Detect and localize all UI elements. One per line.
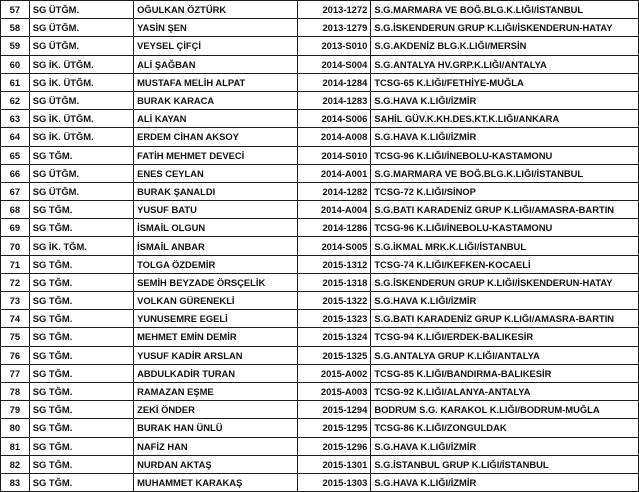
- table-row: [1, 128, 639, 146]
- table-row: [1, 73, 639, 91]
- row-number-cell: 71: [1, 255, 30, 273]
- name-cell: İSMAİL ANBAR: [134, 237, 298, 255]
- name-cell: TOLGA ÖZDEMİR: [134, 255, 298, 273]
- unit-cell: TCSG-94 K.LIĞI/ERDEK-BALIKESİR: [371, 328, 639, 346]
- sicil-code-cell: 2013-1279: [297, 19, 371, 37]
- rank-cell: SG TĞM.: [29, 455, 133, 473]
- table-row: [1, 19, 639, 37]
- rank-cell: SG İK. ÜTĞM.: [29, 128, 133, 146]
- table-row: [1, 419, 639, 437]
- name-cell: ENES CEYLAN: [134, 164, 298, 182]
- rank-cell: SG TĞM.: [29, 273, 133, 291]
- row-number-cell: 67: [1, 182, 30, 200]
- table-row: [1, 382, 639, 400]
- sicil-code-cell: 2014-1282: [297, 182, 371, 200]
- name-cell: RAMAZAN EŞME: [134, 382, 298, 400]
- unit-cell: S.G.MARMARA VE BOĞ.BLG.K.LIĞI/İSTANBUL: [371, 1, 639, 19]
- name-cell: ALİ KAYAN: [134, 110, 298, 128]
- rank-cell: SG ÜTĞM.: [29, 182, 133, 200]
- unit-cell: S.G.İSKENDERUN GRUP K.LIĞI/İSKENDERUN-HATAY: [371, 19, 639, 37]
- name-cell: ERDEM CİHAN AKSOY: [134, 128, 298, 146]
- unit-cell: TCSG-72 K.LIĞI/SİNOP: [371, 182, 639, 200]
- sicil-code-cell: 2014-A008: [297, 128, 371, 146]
- row-number-cell: 79: [1, 401, 30, 419]
- sicil-code-cell: 2015-A003: [297, 382, 371, 400]
- row-number-cell: 76: [1, 346, 30, 364]
- table-row: [1, 219, 639, 237]
- unit-cell: TCSG-85 K.LIĞI/BANDIRMA-BALIKESİR: [371, 364, 639, 382]
- row-number-cell: 74: [1, 310, 30, 328]
- name-cell: NURDAN AKTAŞ: [134, 455, 298, 473]
- sicil-code-cell: 2014-1283: [297, 91, 371, 109]
- row-number-cell: 75: [1, 328, 30, 346]
- unit-cell: SAHİL GÜV.K.KH.DES.KT.K.LIĞI/ANKARA: [371, 110, 639, 128]
- row-number-cell: 58: [1, 19, 30, 37]
- table-row: [1, 110, 639, 128]
- row-number-cell: 68: [1, 201, 30, 219]
- table-row: [1, 1, 639, 19]
- name-cell: ALİ ŞAĞBAN: [134, 55, 298, 73]
- table-row: [1, 91, 639, 109]
- unit-cell: TCSG-65 K.LIĞI/FETHİYE-MUĞLA: [371, 73, 639, 91]
- row-number-cell: 61: [1, 73, 30, 91]
- rank-cell: SG TĞM.: [29, 255, 133, 273]
- rank-cell: SG TĞM.: [29, 219, 133, 237]
- table-row: [1, 255, 639, 273]
- table-row: [1, 346, 639, 364]
- row-number-cell: 69: [1, 219, 30, 237]
- name-cell: YUNUSEMRE EGELİ: [134, 310, 298, 328]
- sicil-code-cell: 2015-1295: [297, 419, 371, 437]
- unit-cell: S.G.AKDENİZ BLG.K.LIĞI/MERSİN: [371, 37, 639, 55]
- name-cell: ABDULKADİR TURAN: [134, 364, 298, 382]
- name-cell: VOLKAN GÜRENEKLİ: [134, 292, 298, 310]
- table-row: [1, 401, 639, 419]
- row-number-cell: 64: [1, 128, 30, 146]
- rank-cell: SG TĞM.: [29, 346, 133, 364]
- unit-cell: S.G.HAVA K.LIĞI/İZMİR: [371, 473, 639, 491]
- rank-cell: SG İK. ÜTĞM.: [29, 110, 133, 128]
- row-number-cell: 59: [1, 37, 30, 55]
- row-number-cell: 63: [1, 110, 30, 128]
- rank-cell: SG TĞM.: [29, 292, 133, 310]
- sicil-code-cell: 2015-1303: [297, 473, 371, 491]
- name-cell: YUSUF KADİR ARSLAN: [134, 346, 298, 364]
- unit-cell: TCSG-92 K.LIĞI/ALANYA-ANTALYA: [371, 382, 639, 400]
- sicil-code-cell: 2013-S010: [297, 37, 371, 55]
- row-number-cell: 70: [1, 237, 30, 255]
- table-row: [1, 364, 639, 382]
- name-cell: MUHAMMET KARAKAŞ: [134, 473, 298, 491]
- assignment-table-body: [1, 1, 639, 492]
- rank-cell: SG TĞM.: [29, 437, 133, 455]
- rank-cell: SG TĞM.: [29, 310, 133, 328]
- name-cell: YUSUF BATU: [134, 201, 298, 219]
- table-row: [1, 146, 639, 164]
- sicil-code-cell: 2015-1318: [297, 273, 371, 291]
- table-row: [1, 328, 639, 346]
- table-row: [1, 473, 639, 491]
- unit-cell: BODRUM S.G. KARAKOL K.LIĞI/BODRUM-MUĞLA: [371, 401, 639, 419]
- rank-cell: SG TĞM.: [29, 364, 133, 382]
- name-cell: NAFİZ HAN: [134, 437, 298, 455]
- rank-cell: SG İK. TĞM.: [29, 237, 133, 255]
- row-number-cell: 81: [1, 437, 30, 455]
- row-number-cell: 72: [1, 273, 30, 291]
- rank-cell: SG İK. ÜTĞM.: [29, 73, 133, 91]
- rank-cell: SG ÜTĞM.: [29, 37, 133, 55]
- sicil-code-cell: 2015-1294: [297, 401, 371, 419]
- rank-cell: SG ÜTĞM.: [29, 1, 133, 19]
- name-cell: MUSTAFA MELİH ALPAT: [134, 73, 298, 91]
- sicil-code-cell: 2014-S010: [297, 146, 371, 164]
- unit-cell: S.G.İSTANBUL GRUP K.LIĞI/İSTANBUL: [371, 455, 639, 473]
- sicil-code-cell: 2015-1325: [297, 346, 371, 364]
- table-row: [1, 437, 639, 455]
- name-cell: OĞULKAN ÖZTÜRK: [134, 1, 298, 19]
- sicil-code-cell: 2014-A004: [297, 201, 371, 219]
- unit-cell: S.G.BATI KARADENİZ GRUP K.LIĞI/AMASRA-BARTIN: [371, 310, 639, 328]
- unit-cell: S.G.HAVA K.LIĞI/İZMİR: [371, 91, 639, 109]
- name-cell: ZEKİ ÖNDER: [134, 401, 298, 419]
- unit-cell: S.G.İKMAL MRK.K.LIĞI/İSTANBUL: [371, 237, 639, 255]
- row-number-cell: 83: [1, 473, 30, 491]
- sicil-code-cell: 2014-A001: [297, 164, 371, 182]
- name-cell: BURAK KARACA: [134, 91, 298, 109]
- name-cell: İSMAİL OLGUN: [134, 219, 298, 237]
- table-row: [1, 237, 639, 255]
- rank-cell: SG TĞM.: [29, 401, 133, 419]
- name-cell: BURAK HAN ÜNLÜ: [134, 419, 298, 437]
- unit-cell: S.G.ANTALYA HV.GRP.K.LIĞI/ANTALYA: [371, 55, 639, 73]
- unit-cell: S.G.MARMARA VE BOĞ.BLG.K.LIĞI/İSTANBUL: [371, 164, 639, 182]
- unit-cell: TCSG-96 K.LIĞI/İNEBOLU-KASTAMONU: [371, 219, 639, 237]
- name-cell: FATİH MEHMET DEVECİ: [134, 146, 298, 164]
- unit-cell: TCSG-86 K.LIĞI/ZONGULDAK: [371, 419, 639, 437]
- table-row: [1, 292, 639, 310]
- row-number-cell: 57: [1, 1, 30, 19]
- sicil-code-cell: 2014-1286: [297, 219, 371, 237]
- unit-cell: TCSG-74 K.LIĞI/KEFKEN-KOCAELİ: [371, 255, 639, 273]
- rank-cell: SG ÜTĞM.: [29, 91, 133, 109]
- sicil-code-cell: 2015-1296: [297, 437, 371, 455]
- unit-cell: S.G.HAVA K.LIĞI/İZMİR: [371, 128, 639, 146]
- name-cell: SEMİH BEYZADE ÖRSÇELİK: [134, 273, 298, 291]
- sicil-code-cell: 2014-S006: [297, 110, 371, 128]
- row-number-cell: 65: [1, 146, 30, 164]
- rank-cell: SG İK. ÜTĞM.: [29, 55, 133, 73]
- row-number-cell: 66: [1, 164, 30, 182]
- row-number-cell: 80: [1, 419, 30, 437]
- table-row: [1, 37, 639, 55]
- rank-cell: SG TĞM.: [29, 419, 133, 437]
- sicil-code-cell: 2015-1323: [297, 310, 371, 328]
- table-row: [1, 455, 639, 473]
- rank-cell: SG ÜTĞM.: [29, 19, 133, 37]
- sicil-code-cell: 2015-1301: [297, 455, 371, 473]
- rank-cell: SG ÜTĞM.: [29, 164, 133, 182]
- name-cell: YASİN ŞEN: [134, 19, 298, 37]
- name-cell: VEYSEL ÇİFÇİ: [134, 37, 298, 55]
- unit-cell: S.G.HAVA K.LIĞI/İZMİR: [371, 437, 639, 455]
- rank-cell: SG TĞM.: [29, 382, 133, 400]
- name-cell: MEHMET EMİN DEMİR: [134, 328, 298, 346]
- table-row: [1, 201, 639, 219]
- table-row: [1, 182, 639, 200]
- sicil-code-cell: 2015-1312: [297, 255, 371, 273]
- name-cell: BURAK ŞANALDI: [134, 182, 298, 200]
- rank-cell: SG TĞM.: [29, 146, 133, 164]
- rank-cell: SG TĞM.: [29, 473, 133, 491]
- table-row: [1, 164, 639, 182]
- row-number-cell: 60: [1, 55, 30, 73]
- unit-cell: S.G.HAVA K.LIĞI/İZMİR: [371, 292, 639, 310]
- sicil-code-cell: 2015-1322: [297, 292, 371, 310]
- rank-cell: SG TĞM.: [29, 328, 133, 346]
- sicil-code-cell: 2014-1284: [297, 73, 371, 91]
- table-row: [1, 310, 639, 328]
- unit-cell: S.G.BATI KARADENİZ GRUP K.LIĞI/AMASRA-BARTIN: [371, 201, 639, 219]
- row-number-cell: 82: [1, 455, 30, 473]
- unit-cell: S.G.İSKENDERUN GRUP K.LIĞI/İSKENDERUN-HATAY: [371, 273, 639, 291]
- unit-cell: TCSG-96 K.LIĞI/İNEBOLU-KASTAMONU: [371, 146, 639, 164]
- rank-cell: SG TĞM.: [29, 201, 133, 219]
- unit-cell: S.G.ANTALYA GRUP K.LIĞI/ANTALYA: [371, 346, 639, 364]
- row-number-cell: 77: [1, 364, 30, 382]
- sicil-code-cell: 2015-A002: [297, 364, 371, 382]
- sicil-code-cell: 2015-1324: [297, 328, 371, 346]
- row-number-cell: 62: [1, 91, 30, 109]
- sicil-code-cell: 2014-S004: [297, 55, 371, 73]
- table-row: [1, 273, 639, 291]
- row-number-cell: 73: [1, 292, 30, 310]
- table-row: [1, 55, 639, 73]
- sicil-code-cell: 2013-1272: [297, 1, 371, 19]
- row-number-cell: 78: [1, 382, 30, 400]
- sicil-code-cell: 2014-S005: [297, 237, 371, 255]
